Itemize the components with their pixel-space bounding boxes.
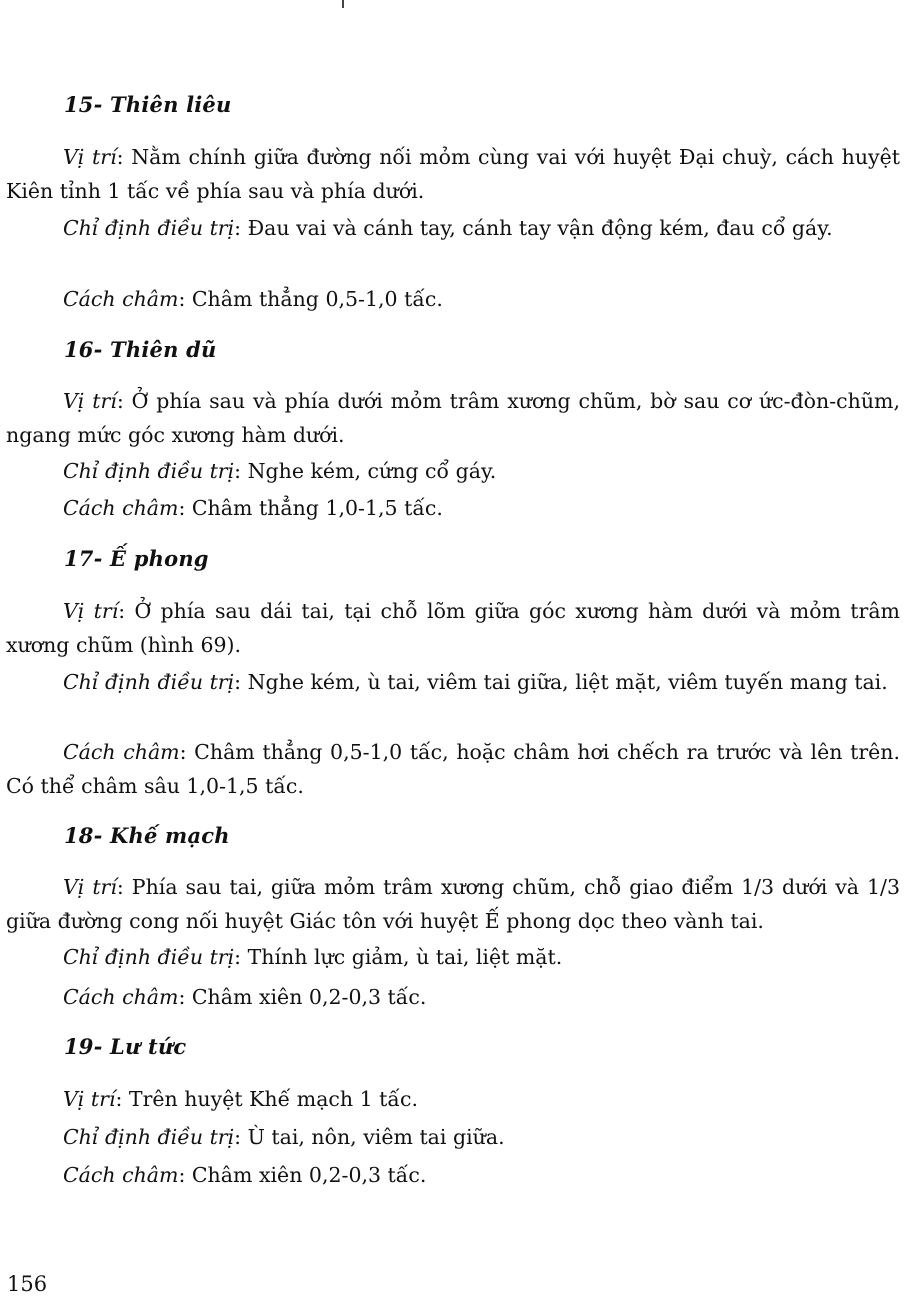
section-heading-15: 15- Thiên liêu [64,92,232,117]
scan-mark [342,0,344,8]
method-paragraph [6,736,900,803]
label-method: Cách châm [63,1163,179,1187]
method-paragraph [6,1159,900,1193]
position-paragraph [6,141,900,208]
text-position: : Ở phía sau và phía dưới mỏm trâm xương chũm, bờ sau cơ ức-đòn-chũm, ngang mức góc xương hàm dưới. [6,389,900,447]
section-heading-16: 16- Thiên dũ [64,337,217,362]
method-paragraph [6,283,900,317]
label-indication: Chỉ định điều trị [63,670,235,694]
indication-paragraph [6,941,900,975]
position-paragraph [6,595,900,662]
indication-paragraph [6,1121,900,1155]
text-position: : Phía sau tai, giữa mỏm trâm xương chũm, chỗ giao điểm 1/3 dưới và 1/3 giữa đường cong nối huyệt Giác tôn với huyệt Ế phong dọc theo vành tai. [6,875,900,933]
text-indication: : Thính lực giảm, ù tai, liệt mặt. [234,945,563,969]
text-method: : Châm thẳng 0,5-1,0 tấc. [178,287,443,311]
text-position: : Trên huyệt Khế mạch 1 tấc. [115,1087,418,1111]
text-method: : Châm thẳng 0,5-1,0 tấc, hoặc châm hơi chếch ra trước và lên trên. Có thể châm sâu 1,0-1,5 tấc. [6,740,900,798]
indication-paragraph [6,212,900,246]
page-number: 156 [7,1272,48,1296]
label-indication: Chỉ định điều trị [63,216,235,240]
label-position: Vị trí [63,875,117,899]
label-indication: Chỉ định điều trị [63,459,235,483]
section-heading-18: 18- Khế mạch [64,823,230,848]
label-indication: Chỉ định điều trị [63,945,235,969]
text-method: : Châm xiên 0,2-0,3 tấc. [178,1163,427,1187]
label-indication: Chỉ định điều trị [63,1125,235,1149]
text-method: : Châm xiên 0,2-0,3 tấc. [178,985,427,1009]
label-position: Vị trí [63,145,117,169]
label-position: Vị trí [63,599,119,623]
text-indication: : Ù tai, nôn, viêm tai giữa. [234,1125,505,1149]
method-paragraph [6,492,900,526]
text-position: : Ở phía sau dái tai, tại chỗ lõm giữa góc xương hàm dưới và mỏm trâm xương chũm (hình 69). [6,599,900,657]
section-heading-17: 17- Ế phong [64,546,209,571]
indication-paragraph [6,455,900,489]
label-method: Cách châm [63,496,179,520]
text-position: : Nằm chính giữa đường nối mỏm cùng vai với huyệt Đại chuỳ, cách huyệt Kiên tỉnh 1 tấc về phía sau và phía dưới. [6,145,900,203]
label-method: Cách châm [63,287,179,311]
position-paragraph [6,385,900,452]
position-paragraph [6,1083,900,1117]
text-indication: : Đau vai và cánh tay, cánh tay vận động kém, đau cổ gáy. [234,216,833,240]
position-paragraph [6,871,900,938]
label-method: Cách châm [63,740,180,764]
text-method: : Châm thẳng 1,0-1,5 tấc. [178,496,443,520]
text-indication: : Nghe kém, cứng cổ gáy. [234,459,497,483]
label-position: Vị trí [63,1087,116,1111]
section-heading-19: 19- Lư tức [64,1034,187,1059]
method-paragraph [6,981,900,1015]
label-method: Cách châm [63,985,179,1009]
label-position: Vị trí [63,389,117,413]
indication-paragraph [6,666,900,700]
text-indication: : Nghe kém, ù tai, viêm tai giữa, liệt mặt, viêm tuyến mang tai. [234,670,888,694]
